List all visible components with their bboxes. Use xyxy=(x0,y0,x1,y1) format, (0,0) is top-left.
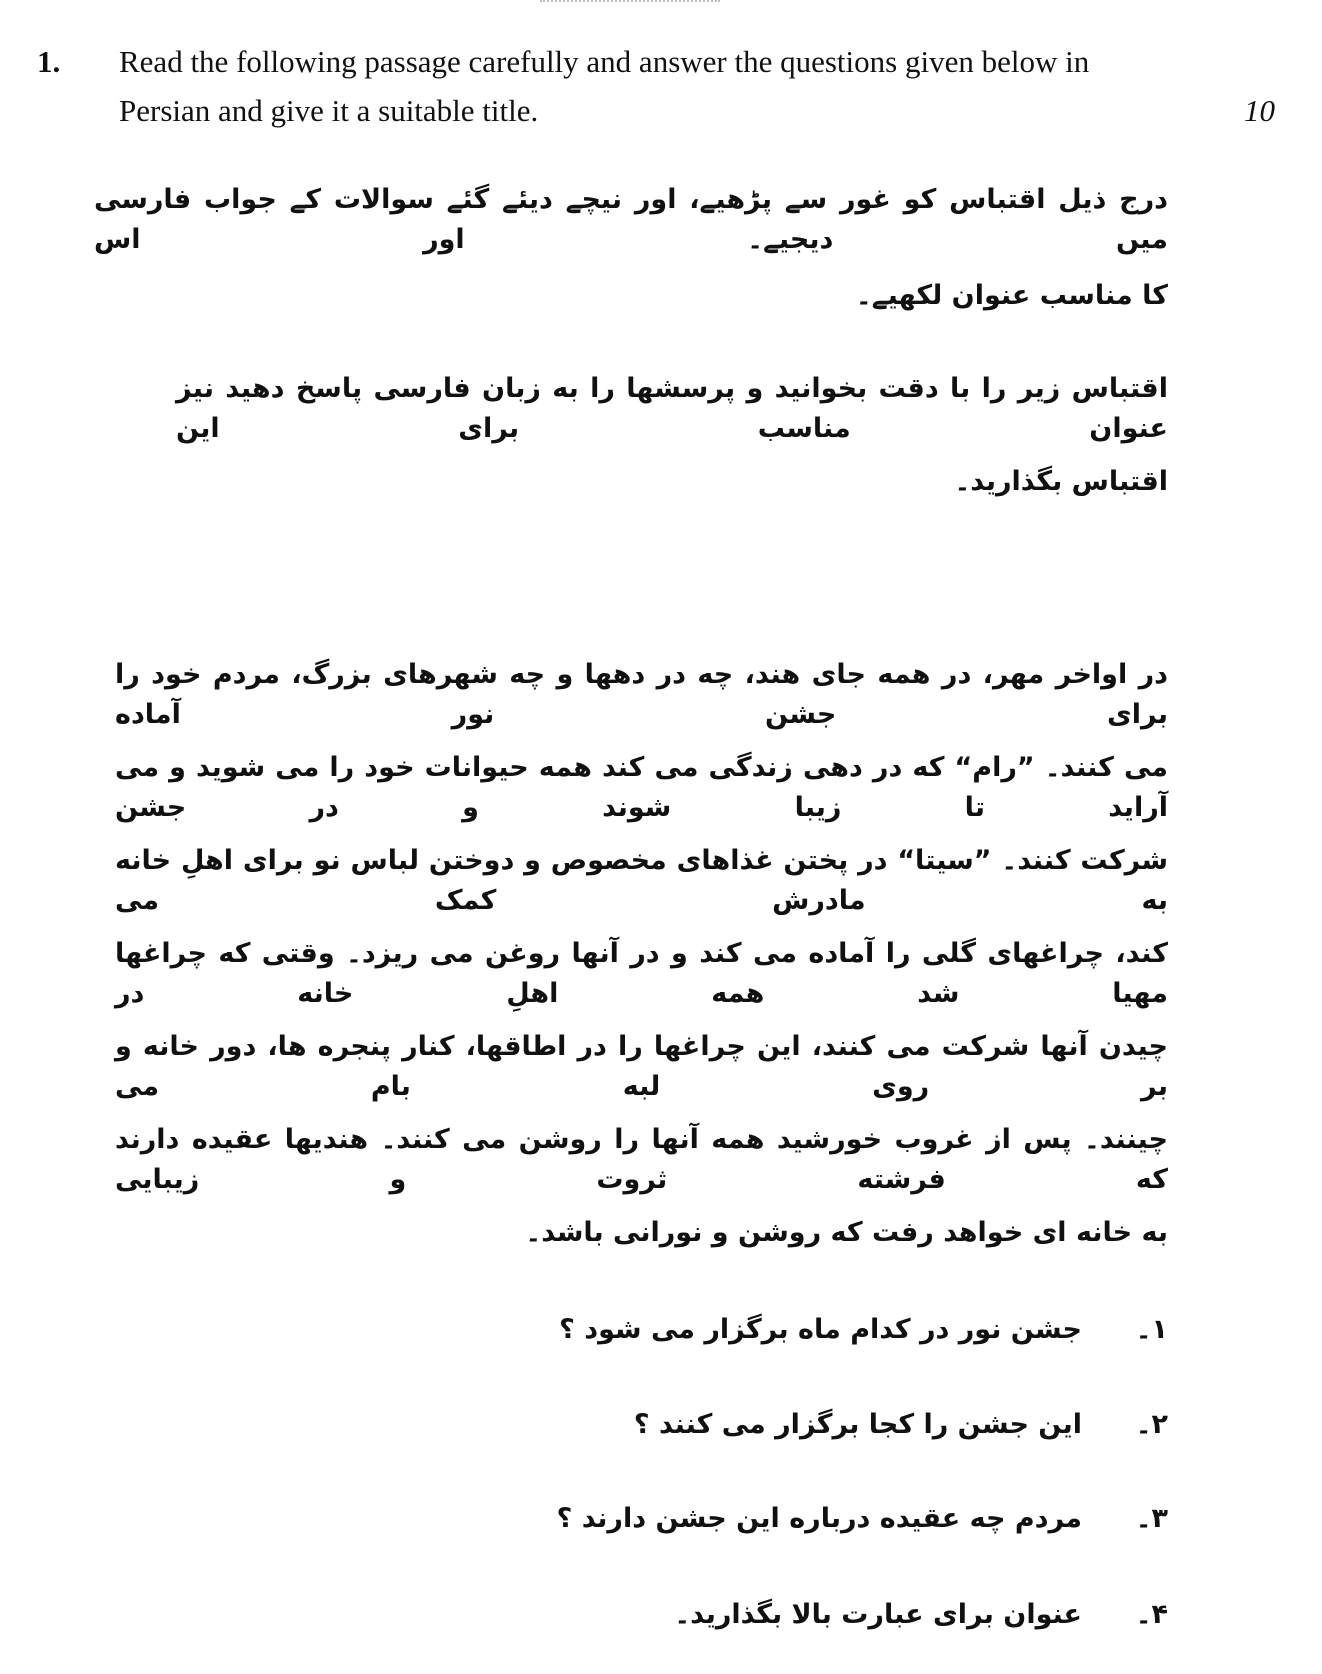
passage-line: کند، چراغهای گلی را آماده می کند و در آنها روغن می ریزد۔ وقتی که چراغها مهیا شد همه اهلِ خانه در xyxy=(115,938,1168,1009)
question-text: عنوان برای عبارت بالا بگذارید۔ xyxy=(674,1599,1082,1630)
question-number: ۲۔ xyxy=(1135,1409,1168,1440)
passage-line: شرکت کنند۔ ”سیتا“ در پختن غذاهای مخصوص و دوختن لباس نو برای اهلِ خانه به مادرش کمک می xyxy=(115,845,1168,916)
question-number: 1. xyxy=(37,44,61,79)
passage-line: در اواخر مهر، در همه جای هند، چه در دهها و چه شهرهای بزرگ، مردم خود را برای جشن نور آماده xyxy=(115,659,1168,730)
persian-instruction-line: اقتباس زیر را با دقت بخوانید و پرسشها را به زبان فارسی پاسخ دهید نیز عنوان مناسب برای این xyxy=(176,373,1168,444)
question-text: این جشن را کجا برگزار می کنند ؟ xyxy=(633,1409,1082,1440)
instruction-line-1: Read the following passage carefully and answer the questions given below in xyxy=(119,44,1090,79)
question-number: ۳۔ xyxy=(1135,1503,1168,1534)
passage-line: می کنند۔ ”رام“ که در دهی زندگی می کند همه حیوانات خود را می شوید و می آراید تا زیبا شوند و در جشن xyxy=(115,752,1168,823)
marks: 10 xyxy=(1244,93,1275,128)
question-number: ۱۔ xyxy=(1135,1314,1168,1345)
urdu-instruction-line: کا مناسب عنوان لکھیے۔ xyxy=(855,280,1168,311)
persian-instruction-line: اقتباس بگذارید۔ xyxy=(954,466,1168,497)
passage-line: چینند۔ پس از غروب خورشید همه آنها را روشن می کنند۔ هندیها عقیده دارند که فرشته ثروت و زیبایی xyxy=(115,1124,1168,1195)
passage-line: به خانه ای خواهد رفت که روشن و نورانی باشد۔ xyxy=(525,1217,1168,1248)
question-text: مردم چه عقیده درباره این جشن دارند ؟ xyxy=(556,1503,1082,1534)
question-text: جشن نور در کدام ماه برگزار می شود ؟ xyxy=(559,1314,1082,1345)
page-top-mark xyxy=(540,0,720,6)
instruction-line-2: Persian and give it a suitable title. xyxy=(119,93,539,128)
passage-line: چیدن آنها شرکت می کنند، این چراغها را در اطاقها، کنار پنجره ها، دور خانه و بر روی لبه بام می xyxy=(115,1031,1168,1102)
urdu-instruction-line: درج ذیل اقتباس کو غور سے پڑھیے، اور نیچے دیئے گئے سوالات کے جواب فارسی میں دیجیے۔ اور اس xyxy=(94,184,1168,255)
question-number: ۴۔ xyxy=(1135,1599,1168,1630)
